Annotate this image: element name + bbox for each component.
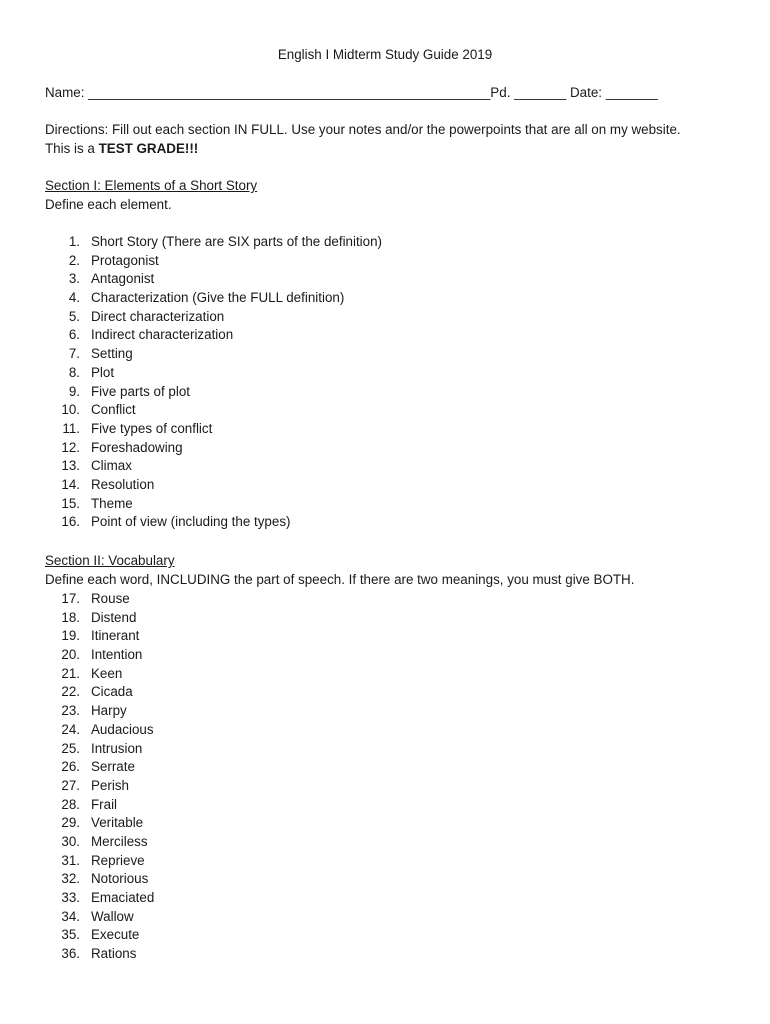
- list-item-number: 21.: [61, 665, 80, 681]
- section-2-instruction: Define each word, INCLUDING the part of speech. If there are two meanings, you must give BOTH.: [45, 572, 635, 587]
- list-item-number: 26.: [61, 759, 80, 775]
- list-item-text: Point of view (including the types): [91, 514, 291, 530]
- list-item-text: Reprieve: [91, 852, 145, 868]
- list-item-number: 32.: [61, 871, 80, 887]
- list-item-number: 3.: [68, 271, 80, 287]
- list-item-number: 11.: [62, 420, 80, 436]
- directions-line-1: Directions: Fill out each section IN FULL. Use your notes and/or the powerpoints that are all on my website.: [45, 122, 681, 137]
- directions-prefix: This is a: [45, 141, 99, 156]
- list-item-text: Direct characterization: [91, 308, 225, 324]
- list-item-number: 20.: [61, 647, 80, 663]
- list-item-text: Merciless: [91, 833, 148, 849]
- list-item-number: 17.: [61, 591, 80, 606]
- list-item-number: 8.: [68, 364, 80, 380]
- section-2-heading: Section II: Vocabulary: [45, 553, 175, 568]
- list-item-text: Plot: [91, 364, 115, 380]
- document-title: English I Midterm Study Guide 2019: [277, 47, 493, 62]
- list-item-text: Short Story (There are SIX parts of the definition): [91, 234, 383, 249]
- list-item-number: 9.: [68, 383, 80, 399]
- list-item-text: Protagonist: [91, 252, 159, 268]
- list-item-number: 34.: [61, 908, 80, 924]
- list-item-text: Harpy: [91, 703, 127, 719]
- list-item-text: Intrusion: [91, 740, 143, 756]
- list-item-number: 6.: [68, 327, 80, 343]
- list-item-number: 19.: [61, 628, 80, 644]
- list-item-text: Intention: [91, 647, 143, 663]
- list-item-number: 13.: [61, 458, 80, 474]
- list-item-text: Veritable: [91, 815, 144, 831]
- list-item-text: Characterization (Give the FULL definition): [91, 290, 345, 306]
- list-item-number: 24.: [61, 721, 80, 737]
- list-item-text: Execute: [91, 927, 140, 943]
- list-item-number: 35.: [61, 927, 80, 943]
- list-item-number: 28.: [61, 796, 80, 812]
- list-item-number: 36.: [61, 946, 80, 962]
- list-item-text: Resolution: [91, 476, 155, 492]
- list-item-number: 2.: [68, 252, 80, 268]
- list-item-number: 14.: [61, 476, 80, 492]
- list-item-number: 23.: [61, 703, 80, 719]
- list-item-number: 29.: [61, 815, 80, 831]
- list-item-text: Five types of conflict: [91, 420, 213, 436]
- list-item-number: 33.: [61, 890, 80, 905]
- list-item-text: Distend: [91, 609, 137, 625]
- list-item-number: 12.: [61, 439, 80, 455]
- list-item-number: 1.: [68, 234, 80, 249]
- section-1-instruction: Define each element.: [45, 197, 172, 212]
- list-item-text: Notorious: [91, 871, 149, 887]
- list-item-text: Indirect characterization: [91, 327, 234, 343]
- list-item-text: Audacious: [91, 721, 154, 737]
- list-item-number: 18.: [61, 609, 80, 625]
- directions-line-2: [45, 140, 198, 158]
- list-item-number: 4.: [68, 290, 80, 306]
- list-item-text: Emaciated: [91, 890, 155, 905]
- list-item-text: Conflict: [91, 402, 136, 418]
- list-item-text: Perish: [91, 777, 129, 793]
- list-item-text: Wallow: [91, 908, 134, 924]
- list-item-text: Theme: [91, 495, 133, 511]
- list-item-number: 5.: [68, 308, 80, 324]
- list-item-number: 25.: [61, 740, 80, 756]
- name-line: Name: ______________________________________________________Pd. _______ Date: _______: [45, 85, 658, 100]
- list-item-text: Foreshadowing: [91, 439, 183, 455]
- list-item-text: Setting: [91, 346, 133, 362]
- list-item-text: Cicada: [91, 684, 133, 700]
- list-item-text: Antagonist: [91, 271, 155, 287]
- section-1-heading: Section I: Elements of a Short Story: [45, 178, 258, 193]
- list-item-number: 10.: [61, 402, 80, 418]
- list-item-text: Rations: [91, 946, 137, 962]
- list-item-text: Rouse: [91, 591, 130, 606]
- list-item-number: 22.: [61, 684, 80, 700]
- list-item-text: Keen: [91, 665, 123, 681]
- list-item-text: Itinerant: [91, 628, 140, 644]
- test-grade-emphasis: TEST GRADE!!!: [98, 141, 199, 156]
- list-item-number: 30.: [61, 833, 80, 849]
- list-item-number: 31.: [61, 852, 80, 868]
- list-item-text: Serrate: [91, 759, 135, 775]
- list-item-number: 7.: [68, 346, 80, 362]
- list-item-number: 16.: [61, 514, 80, 530]
- list-item-text: Climax: [91, 458, 132, 474]
- list-item-text: Frail: [91, 796, 118, 812]
- list-item-number: 15.: [61, 495, 80, 511]
- list-item-number: 27.: [61, 777, 80, 793]
- list-item-text: Five parts of plot: [91, 383, 190, 399]
